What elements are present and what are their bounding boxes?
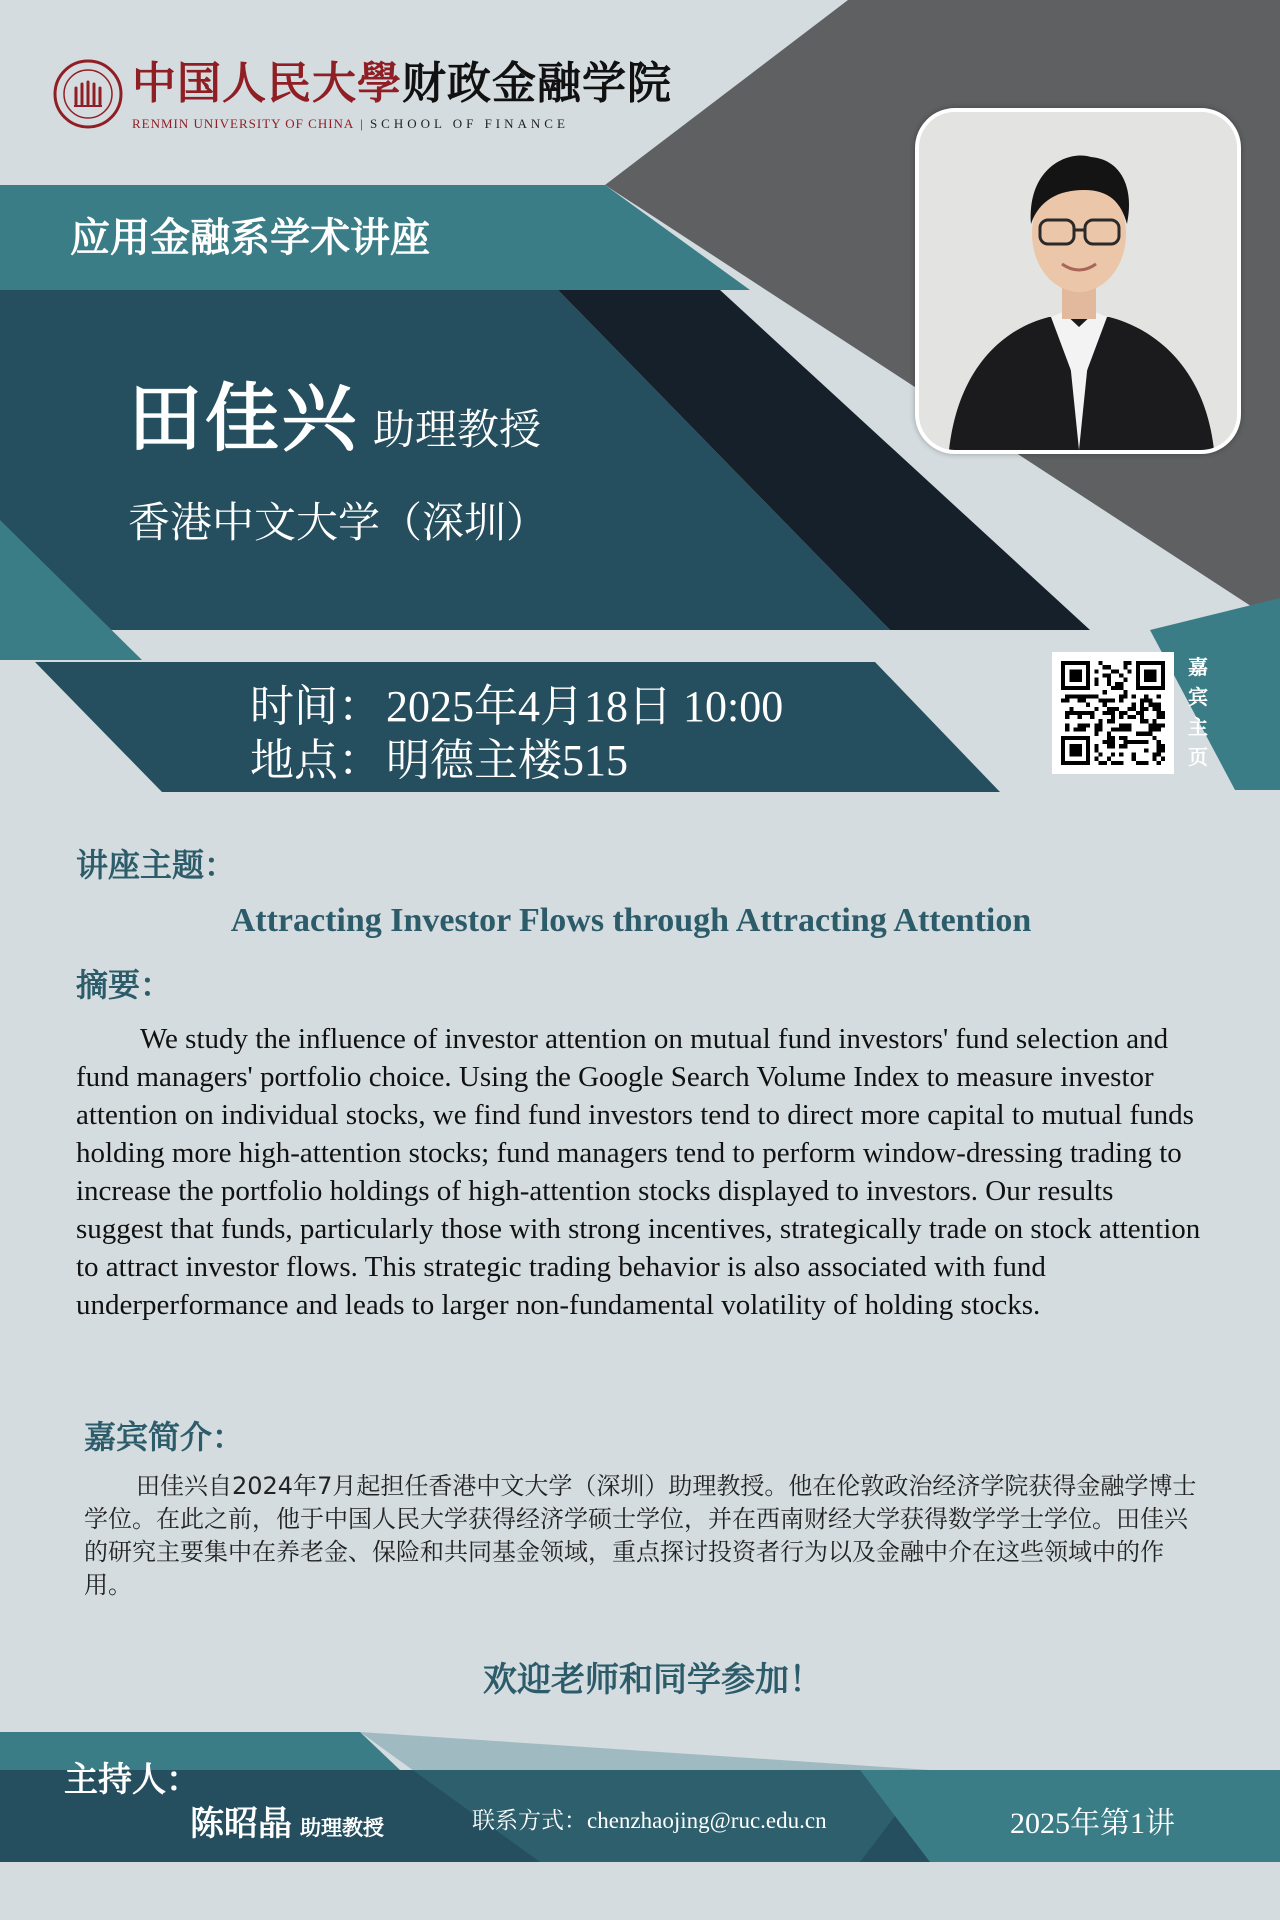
welcome-message: 欢迎老师和同学参加！ xyxy=(483,1660,823,1700)
host-title: 助理教授 xyxy=(300,1816,384,1840)
event-place xyxy=(250,724,628,788)
speaker-photo xyxy=(915,108,1241,454)
host-label: 主持人： xyxy=(64,1760,200,1800)
bio-heading: 嘉宾简介： xyxy=(84,1418,245,1456)
bio-text: 田佳兴自2024年7月起担任香港中文大学（深圳）助理教授。他在伦敦政治经济学院获得金融学博士学位。在此之前，他于中国人民大学获得经济学硕士学位，并在西南财经大学获得数学学士学位。田佳兴的研究主要集中在养老金、保险和共同基金领域，重点探讨投资者行为以及金融中介在这些领域中的作用。 xyxy=(84,1472,1197,1599)
speaker-affiliation: 香港中文大学（深圳） xyxy=(128,498,549,547)
host-name: 陈昭晶 xyxy=(190,1804,292,1844)
university-seal-icon xyxy=(52,58,124,130)
contact-info xyxy=(472,1802,827,1835)
place-label: 地点： xyxy=(250,735,382,786)
topic-title: Attracting Investor Flows through Attracting Attention xyxy=(230,902,1032,939)
logo-school-english: SCHOOL OF FINANCE xyxy=(369,116,569,131)
logo-school-name: 财政金融学院 xyxy=(402,58,672,109)
logo-university-name: 中国人民大學 xyxy=(132,58,402,109)
abstract-heading: 摘要： xyxy=(76,966,173,1004)
logo-university-english: RENMIN UNIVERSITY OF CHINA xyxy=(132,116,355,131)
logo-chinese-name xyxy=(132,56,672,112)
series-title: 应用金融系学术讲座 xyxy=(70,215,430,261)
speaker-heading xyxy=(128,360,541,466)
speaker-portrait-icon xyxy=(919,112,1237,450)
university-logo xyxy=(52,56,672,136)
contact-email[interactable]: chenzhaojing@ruc.edu.cn xyxy=(587,1808,827,1833)
qr-code-icon xyxy=(1061,661,1165,765)
place-value: 明德主楼515 xyxy=(386,736,628,785)
topic-heading: 讲座主题： xyxy=(76,846,237,884)
speaker-name: 田佳兴 xyxy=(128,376,359,462)
host-info xyxy=(190,1796,384,1845)
lecture-number: 2025年第1讲 xyxy=(1010,1807,1175,1840)
logo-english-name xyxy=(132,116,569,132)
logo-separator: | xyxy=(360,116,364,131)
time-value: 2025年4月18日 10:00 xyxy=(386,682,784,731)
abstract-text: We study the influence of investor attention on mutual fund investors' fund selection and fund managers' portfolio choice. Using the Google Search Volume Index to measure investor attention on individual stocks, we find fund investors tend to direct more capital to mutual funds holding more high-attention stocks; fund managers tend to perform window-dressing trading to increase the portfolio holdings of high-attention stocks displayed to investors. Our results suggest that funds, particularly those with strong incentives, strategically trade on stock attention to attract investor flows. This strategic trading behavior is also associated with fund underperformance and leads to larger non-fundamental volatility of holding stocks. xyxy=(76,1023,1201,1321)
qr-caption: 嘉宾主页 xyxy=(1188,655,1208,769)
speaker-title: 助理教授 xyxy=(373,405,542,454)
time-label: 时间： xyxy=(250,681,382,732)
contact-label: 联系方式： xyxy=(472,1808,587,1834)
speaker-homepage-qr-code[interactable] xyxy=(1052,652,1174,774)
